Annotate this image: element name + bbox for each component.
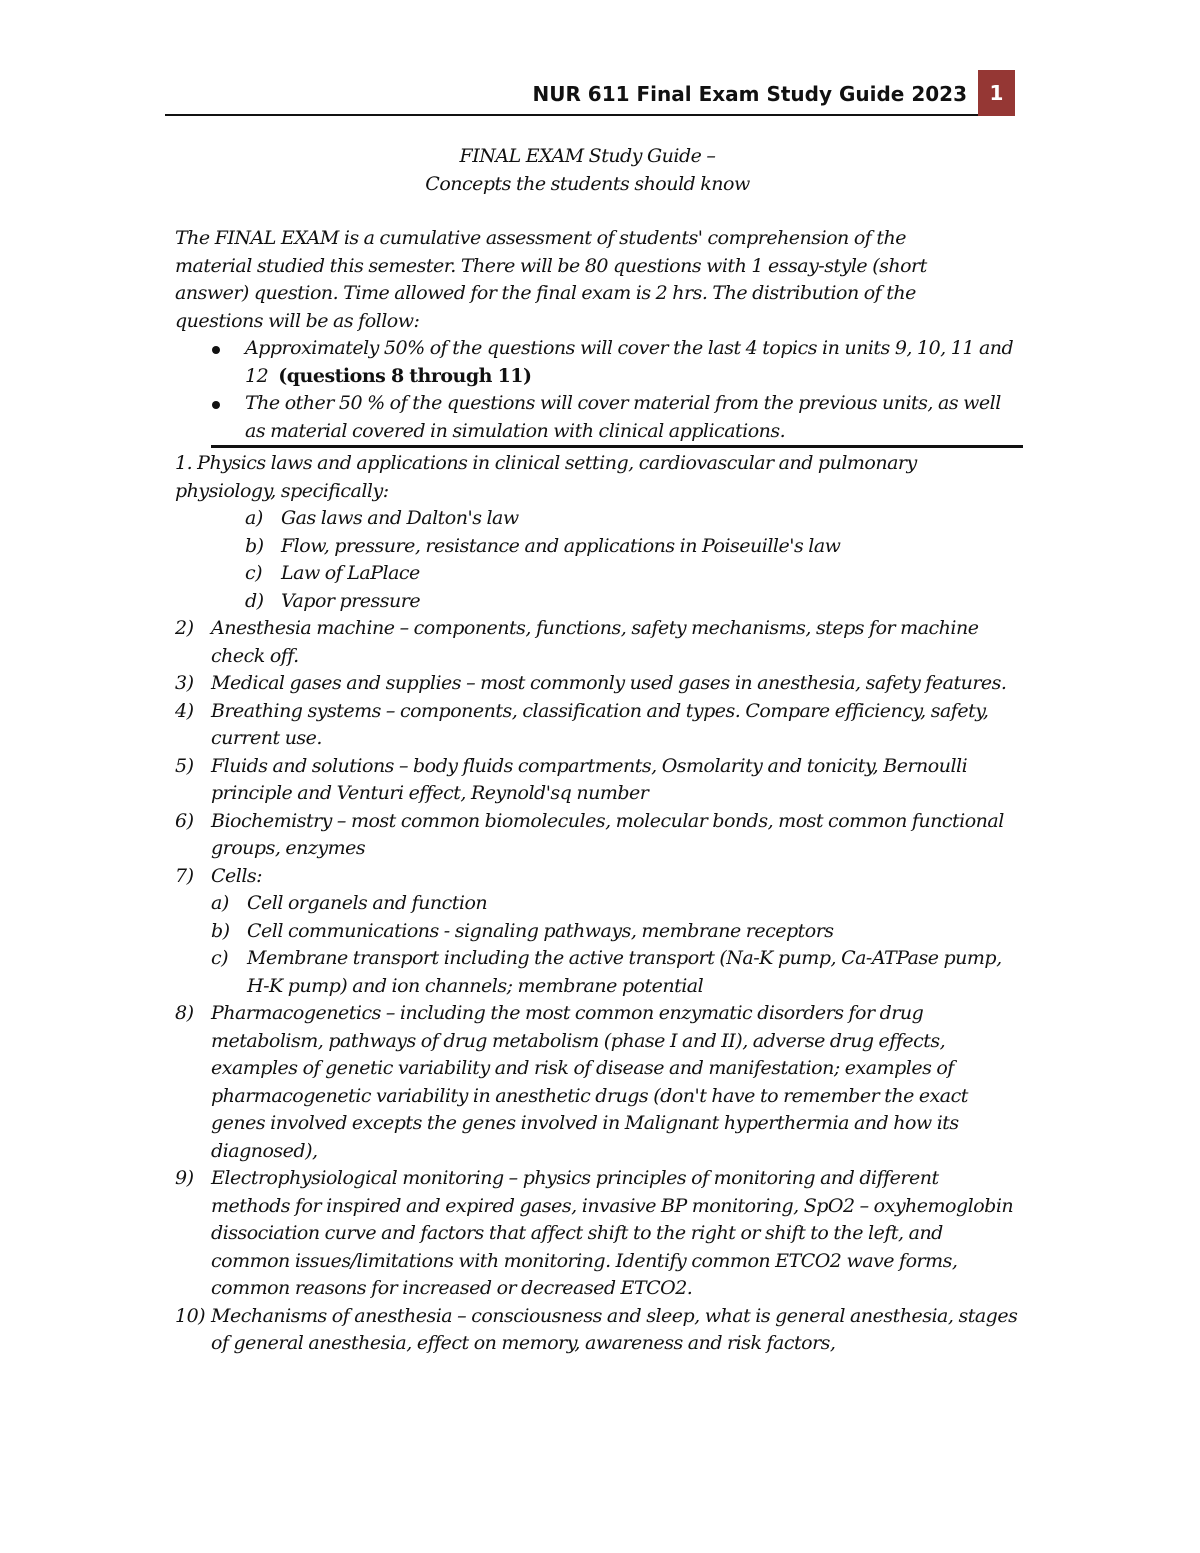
topic-item xyxy=(175,808,1035,863)
list-marker: 9) xyxy=(175,1167,194,1189)
topic-item xyxy=(175,753,1035,808)
list-item-text: Cell communications - signaling pathways, membrane receptors xyxy=(247,919,834,942)
list-marker: b) xyxy=(245,534,264,557)
list-item xyxy=(245,335,1025,390)
list-item-text: Cell organels and function xyxy=(247,892,488,914)
topic-item xyxy=(175,863,1035,891)
list-item xyxy=(245,588,1035,616)
list-item-text: Flow, pressure, resistance and applications in Poiseuille's law xyxy=(281,534,841,557)
topic-text: Pharmacogenetics – including the most common enzymatic disorders for drug metabolism, pathways of drug metabolism (phase I and II), adverse drug effects, examples of genetic variability and risk of disease and manifestation; examples of pharmacogenetic variability in anesthetic drugs (don't have to remember the exact genes involved excepts the genes involved in Malignant hyperthermia and how its diagnosed), xyxy=(211,1002,968,1162)
bullet-icon xyxy=(212,346,220,354)
topic-text: Medical gases and supplies – most commonly used gases in anesthesia, safety features. xyxy=(211,672,1007,694)
header-title: NUR 611 Final Exam Study Guide 2023 xyxy=(532,82,967,106)
list-marker: 3) xyxy=(175,672,194,694)
list-item-text: Law of LaPlace xyxy=(281,562,420,584)
cells-sublist xyxy=(175,890,1035,1000)
topic-item xyxy=(175,670,1035,698)
list-marker: c) xyxy=(245,562,263,584)
list-marker: 5) xyxy=(175,754,194,777)
list-marker: 8) xyxy=(175,1002,194,1024)
list-item xyxy=(245,505,1035,533)
bullet-text: The other 50 % of the questions will cover material from the previous units, as well as material covered in simulation with clinical applications. xyxy=(245,392,1001,442)
topic-item xyxy=(175,1165,1035,1303)
topic-text: Biochemistry – most common biomolecules, molecular bonds, most common functional groups, enzymes xyxy=(211,809,1004,859)
topic-item xyxy=(175,615,1035,670)
intro-paragraph: The FINAL EXAM is a cumulative assessment of students' comprehension of the material studied this semester. There will be 80 questions with 1 essay-style (short answer) question. Time allowed for the final exam is 2 hrs. The distribution of the questions will be as follow: xyxy=(175,227,927,332)
doc-title-line-2: Concepts the students should know xyxy=(425,172,750,195)
page-number-badge: 1 xyxy=(978,70,1015,116)
list-item xyxy=(245,533,1035,561)
list-marker: 10) xyxy=(175,1304,206,1327)
topic-text: Electrophysiological monitoring – physics principles of monitoring and different methods for inspired and expired gases, invasive BP monitoring, SpO2 – oxyhemoglobin dissociation curve and factors that affect shift to the right or shift to the left, and common issues/limitations with monitoring. Identify common ETCO2 wave forms, common reasons for increased or decreased ETCO2. xyxy=(211,1167,1014,1299)
topic-text: Cells: xyxy=(211,864,263,887)
document-body xyxy=(175,143,1035,1358)
list-marker: 4) xyxy=(175,699,194,722)
topic-item xyxy=(175,1303,1035,1358)
list-item xyxy=(245,390,1025,445)
list-item-text: Gas laws and Dalton's law xyxy=(281,507,519,529)
list-marker: c) xyxy=(211,947,229,969)
topic-text: Breathing systems – components, classification and types. Compare efficiency, safety, current use. xyxy=(211,699,989,749)
doc-title-line-1: FINAL EXAM Study Guide – xyxy=(459,145,716,167)
list-item-text: Membrane transport including the active transport (Na-K pump, Ca-ATPase pump, H-K pump) and ion channels; membrane potential xyxy=(247,947,1002,997)
topic-item xyxy=(175,1000,1035,1165)
list-marker: b) xyxy=(211,919,230,942)
bullet-text: Approximately 50% of the questions will cover the last 4 topics in units 9, 10, 11 and 12 xyxy=(245,337,1014,387)
topic-text: Mechanisms of anesthesia – consciousness and sleep, what is general anesthesia, stages of general anesthesia, effect on memory, awareness and risk factors, xyxy=(211,1304,1018,1354)
list-marker: a) xyxy=(245,507,263,529)
topic-1-sublist xyxy=(175,505,1035,615)
list-marker: 2) xyxy=(175,617,194,639)
list-item-text: Vapor pressure xyxy=(281,589,421,612)
page-header xyxy=(165,70,1015,116)
bullet-bold-note: (questions 8 through 11) xyxy=(278,364,532,387)
list-marker: 6) xyxy=(175,809,194,832)
list-marker: 7) xyxy=(175,864,194,887)
bullet-icon xyxy=(212,401,220,409)
topic-text: Fluids and solutions – body fluids compartments, Osmolarity and tonicity, Bernoulli principle and Venturi effect, Reynold'sq number xyxy=(211,754,968,804)
list-item xyxy=(211,945,1035,1000)
list-marker: d) xyxy=(245,589,264,612)
list-item xyxy=(211,918,1035,946)
list-item xyxy=(211,890,1035,918)
topic-text: Anesthesia machine – components, functions, safety mechanisms, steps for machine check off. xyxy=(211,617,979,667)
section-divider xyxy=(211,445,1023,448)
topic-1: 1. Physics laws and applications in clinical setting, cardiovascular and pulmonary physiology, specifically: xyxy=(175,452,917,502)
list-item xyxy=(245,560,1035,588)
list-marker: a) xyxy=(211,892,229,914)
header-rule xyxy=(165,114,978,116)
distribution-list xyxy=(175,335,1035,445)
topic-item xyxy=(175,698,1035,753)
